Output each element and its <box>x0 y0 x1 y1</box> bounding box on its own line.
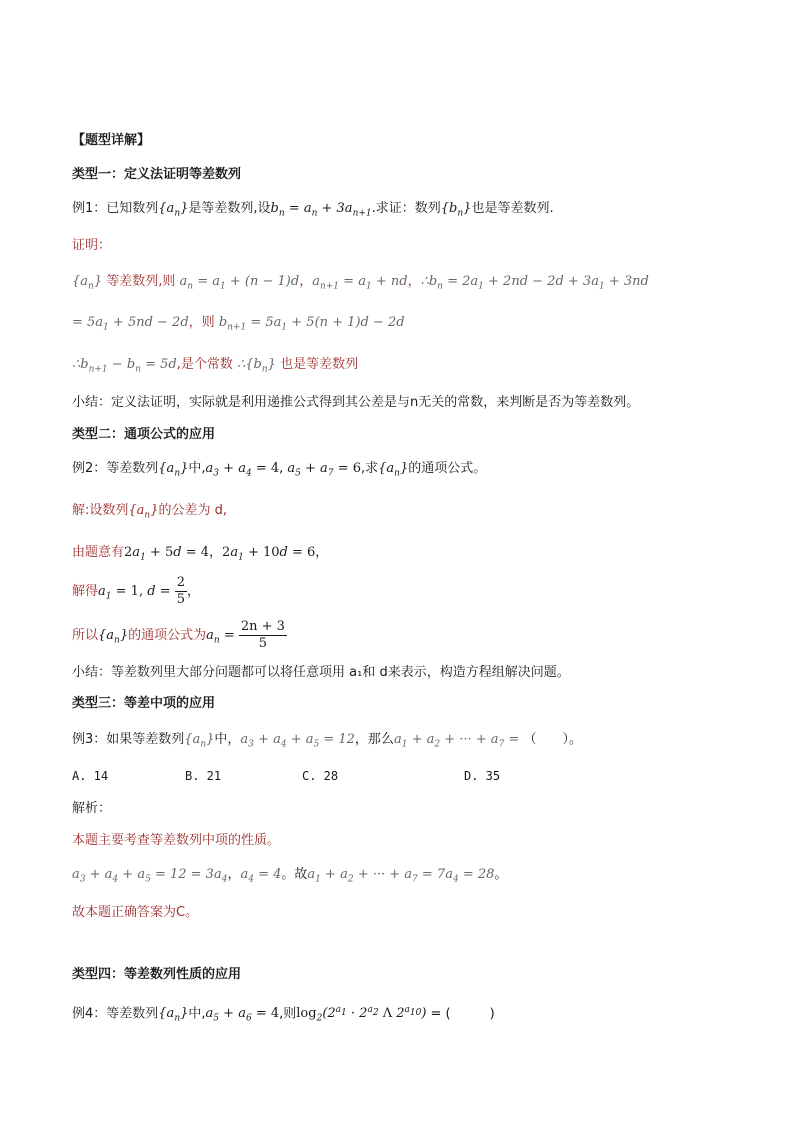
type1-example: 例1：已知数列$\{a_n\}$是等差数列,设$b_n = a_n + 3a_{n+1}$.求证：数列$\{b_n\}$也是等差数列. <box>72 201 554 219</box>
text: 的通项公式。 <box>408 461 487 476</box>
option-b: B. 21 <box>185 769 222 783</box>
analysis-label: 解析： <box>72 801 112 816</box>
text: 例4：等差数列 <box>72 1006 159 1022</box>
text: 中, <box>188 1006 206 1022</box>
text: 。故 <box>281 867 308 882</box>
text: （ ）。 <box>523 732 582 747</box>
proof-line-2: = $5a_1 + 5nd - 2d$，则 $b_{n+1} = 5a_1 + 5(n + 1)d - 2d$ <box>72 315 405 333</box>
text: 。 <box>494 867 508 882</box>
text: 所以 <box>72 628 99 643</box>
type1-title: 类型一：定义法证明等差数列 <box>72 167 242 182</box>
text: ，那么 <box>354 732 394 747</box>
type2-example: 例2：等差数列$\{a_n\}$中$,a_3 + a_4 = 4$, $a_5 + a_7 = 6$,求$\{a_n\}$的通项公式。 <box>72 461 487 479</box>
text: 中， <box>214 732 241 747</box>
proof-line-1: $\{a_n\}$ 等差数列,则 $a_n = a_1 + (n - 1)d$，$a_{n+1} = a_1$ + nd，$\therefore b_n = 2a_1 + 2nd - 2d + 3a_1 + 3nd$ <box>72 274 649 292</box>
text: ,求 <box>360 461 379 476</box>
type4-title: 类型四：等差数列性质的应用 <box>72 967 242 982</box>
text: ,则 <box>279 1006 297 1022</box>
type3-example: 例3：如果等差数列$\{a_n\}$中，$a_3 + a_4 + a_5 = 12$，那么$a_1 + a_2$ + ··· + $a_7$ = （ ）。 <box>72 732 582 750</box>
text: 的通项公式为 <box>128 628 207 643</box>
analysis-line-2: $a_3 + a_4 + a_5 = 12 = 3a_4$，$a_4 = 4$。故$a_1 + a_2$ + ··· + $a_7 = 7a_4 = 28$。 <box>72 867 508 885</box>
text: 解:设数列 <box>72 503 129 518</box>
solution-line-2: 由题意有$2a_1 + 5d = 4$，$2a_1 + 10d = 6$， <box>72 545 329 563</box>
text: 也是等差数列. <box>471 201 554 216</box>
analysis-line-3: 故本题正确答案为C。 <box>72 905 199 920</box>
option-a: A. 14 <box>72 769 109 783</box>
solution-line-3: 解得$a_1 = 1$, d = $\frac{2}{5}$ ， <box>72 575 201 607</box>
text: ，则 <box>188 315 215 330</box>
text: 是等差数列,设 <box>188 201 271 216</box>
text: 例2：等差数列 <box>72 461 159 476</box>
text: 解得 <box>72 584 99 599</box>
type1-summary: 小结：定义法证明，实际就是利用递推公式得到其公差是与n无关的常数，来判断是否为等差数列。 <box>72 395 640 410</box>
text: 中, <box>188 461 206 476</box>
type4-example: 例4：等差数列$\{a_n\}$中$,a_5 + a_6 = 4$,则$\log_2(2^{a_1} \cdot 2^{a_2}$ Λ $2^{a_{10}}$) = ( ) <box>72 1005 495 1024</box>
solution-line-1: 解:设数列$\{a_n\}$的公差为 d, <box>72 503 228 521</box>
type3-title: 类型三：等差中项的应用 <box>72 696 216 711</box>
option-c: C. 28 <box>302 769 339 783</box>
section-header: 【题型详解】 <box>72 133 151 148</box>
text: 例1：已知数列 <box>72 201 159 216</box>
option-d: D. 35 <box>464 769 501 783</box>
proof-label: 证明： <box>72 238 112 253</box>
text: .求证：数列 <box>371 201 441 216</box>
text: ,是个常数 <box>176 357 233 372</box>
text: = ( ) <box>430 1006 495 1022</box>
text: 由题意有 <box>72 545 125 560</box>
proof-line-3: $\therefore b_{n+1} - b_n = 5d$,是个常数 $\therefore\{b_n\}$ 也是等差数列 <box>72 357 359 375</box>
type2-summary: 小结：等差数列里大部分问题都可以将任意项用 a₁和 d来表示，构造方程组解决问题。 <box>72 665 570 680</box>
text: 也是等差数列 <box>280 357 359 372</box>
solution-line-4: 所以$\{a_n\}$的通项公式为$a_n$ = $\frac{2n + 3}{5}$ <box>72 619 285 651</box>
text: 等差数列,则 <box>106 274 176 289</box>
text: 例3：如果等差数列 <box>72 732 185 747</box>
text: 的公差为 d, <box>158 503 228 518</box>
analysis-line-1: 本题主要考查等差数列中项的性质。 <box>72 833 281 848</box>
type2-title: 类型二：通项公式的应用 <box>72 427 216 442</box>
